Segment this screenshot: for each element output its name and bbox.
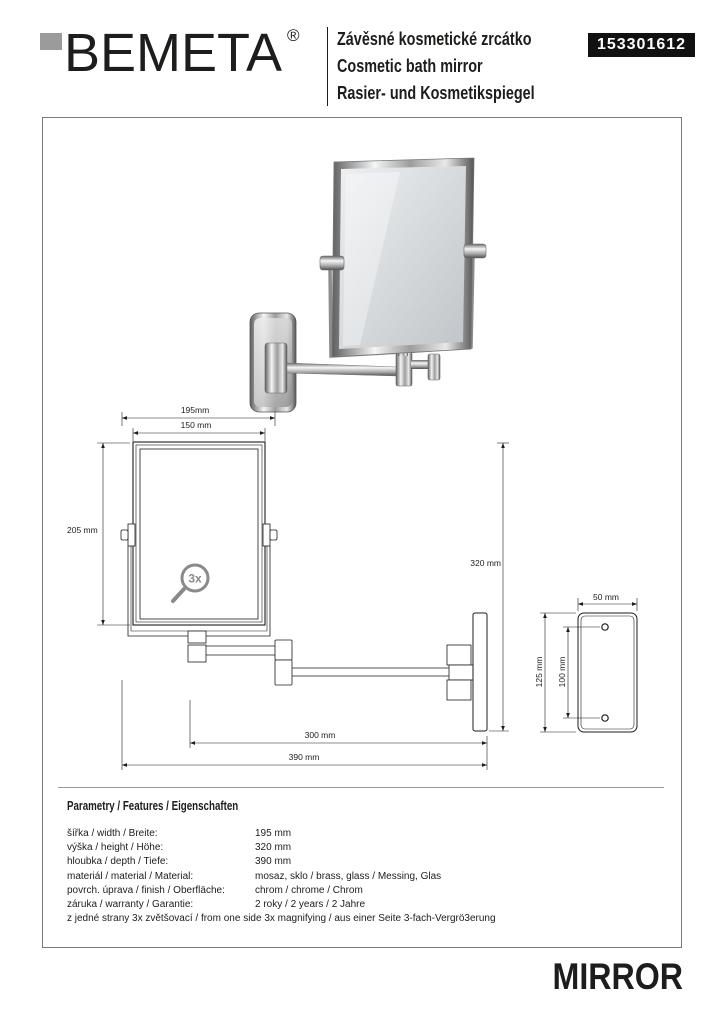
- product-category: MIRROR: [552, 956, 683, 997]
- wall-clamp: [265, 343, 287, 393]
- elbow-lower: [275, 660, 292, 685]
- product-code: 153301612: [588, 33, 695, 57]
- spec-label: záruka / warranty / Garantie:: [67, 898, 194, 910]
- knob-right-base: [263, 524, 270, 546]
- title-czech: Závěsné kosmetické zrcátko: [337, 29, 532, 49]
- wall-joint-upper: [447, 645, 471, 665]
- dim-plate-width: 50 mm: [593, 592, 619, 602]
- knob-left-base: [128, 524, 135, 546]
- mirror-frame-outline: [133, 442, 265, 625]
- spec-value: 2 roky / 2 years / 2 Jahre: [255, 898, 366, 910]
- wall-joint-lower: [447, 680, 471, 700]
- title-english: Cosmetic bath mirror: [337, 56, 483, 76]
- brand-logo: BEMETA: [64, 23, 283, 83]
- spec-row-width: [67, 827, 667, 841]
- spec-row-warranty: [67, 898, 667, 912]
- spec-row-material: [67, 870, 667, 884]
- knob-left: [121, 530, 128, 540]
- product-photo: [250, 158, 486, 412]
- pivot-right: [464, 244, 486, 258]
- spec-row-finish: [67, 884, 667, 898]
- title-german: Rasier- und Kosmetikspiegel: [337, 83, 535, 103]
- swing-arm: [287, 363, 398, 376]
- pivot-left: [320, 256, 344, 270]
- stem-block: [188, 645, 206, 662]
- arm-joint-2: [428, 354, 440, 380]
- dimension-labels: [67, 405, 501, 762]
- arm-joint-1: [396, 352, 412, 386]
- wall-joint-middle: [449, 665, 473, 680]
- spec-label: výška / height / Höhe:: [67, 842, 164, 854]
- spec-label: materiál / material / Material:: [67, 870, 194, 882]
- features-table: [67, 827, 667, 926]
- spec-label: hloubka / depth / Tiefe:: [67, 856, 169, 868]
- spec-note-magnifying: z jedné strany 3x zvětšovací / from one side 3x magnifying / aus einer Seite 3-fach-Vergrö3erung: [67, 913, 496, 925]
- dim-total-width: 195mm: [180, 405, 210, 415]
- spec-value: chrom / chrome / Chrom: [255, 884, 363, 896]
- dim-plate-height: 125 mm: [534, 656, 544, 688]
- stem-joint: [188, 631, 206, 643]
- magnify-badge-label: 3x: [188, 571, 202, 586]
- elbow-upper: [275, 640, 292, 660]
- section-divider: [58, 787, 664, 788]
- dim-mirror-width: 150 mm: [180, 420, 212, 430]
- wall-plate-detail: [540, 598, 637, 732]
- dim-arm-reach: 300 mm: [304, 730, 336, 740]
- dim-hole-spacing: 100 mm: [557, 656, 567, 688]
- wall-plate-side: [473, 613, 487, 731]
- spec-label: šířka / width / Breite:: [67, 828, 158, 839]
- dim-mirror-height: 205 mm: [67, 525, 98, 535]
- spec-row-height: [67, 841, 667, 855]
- spec-row-depth: [67, 855, 667, 869]
- front-view-drawing: [121, 442, 487, 731]
- dim-total-height: 320 mm: [470, 558, 501, 568]
- spec-label: povrch. úprava / finish / Oberfläche:: [67, 884, 225, 896]
- registered-mark: ®: [287, 26, 300, 45]
- plate-outline: [578, 613, 637, 732]
- spec-value: mosaz, sklo / brass, glass / Messing, Glas: [255, 870, 442, 882]
- dim-total-depth: 390 mm: [288, 752, 320, 762]
- spec-value: 320 mm: [255, 842, 292, 854]
- spec-value: 195 mm: [255, 828, 292, 839]
- spec-value: 390 mm: [255, 856, 292, 868]
- features-heading: Parametry / Features / Eigenschaften: [67, 799, 239, 813]
- knob-right: [270, 530, 277, 540]
